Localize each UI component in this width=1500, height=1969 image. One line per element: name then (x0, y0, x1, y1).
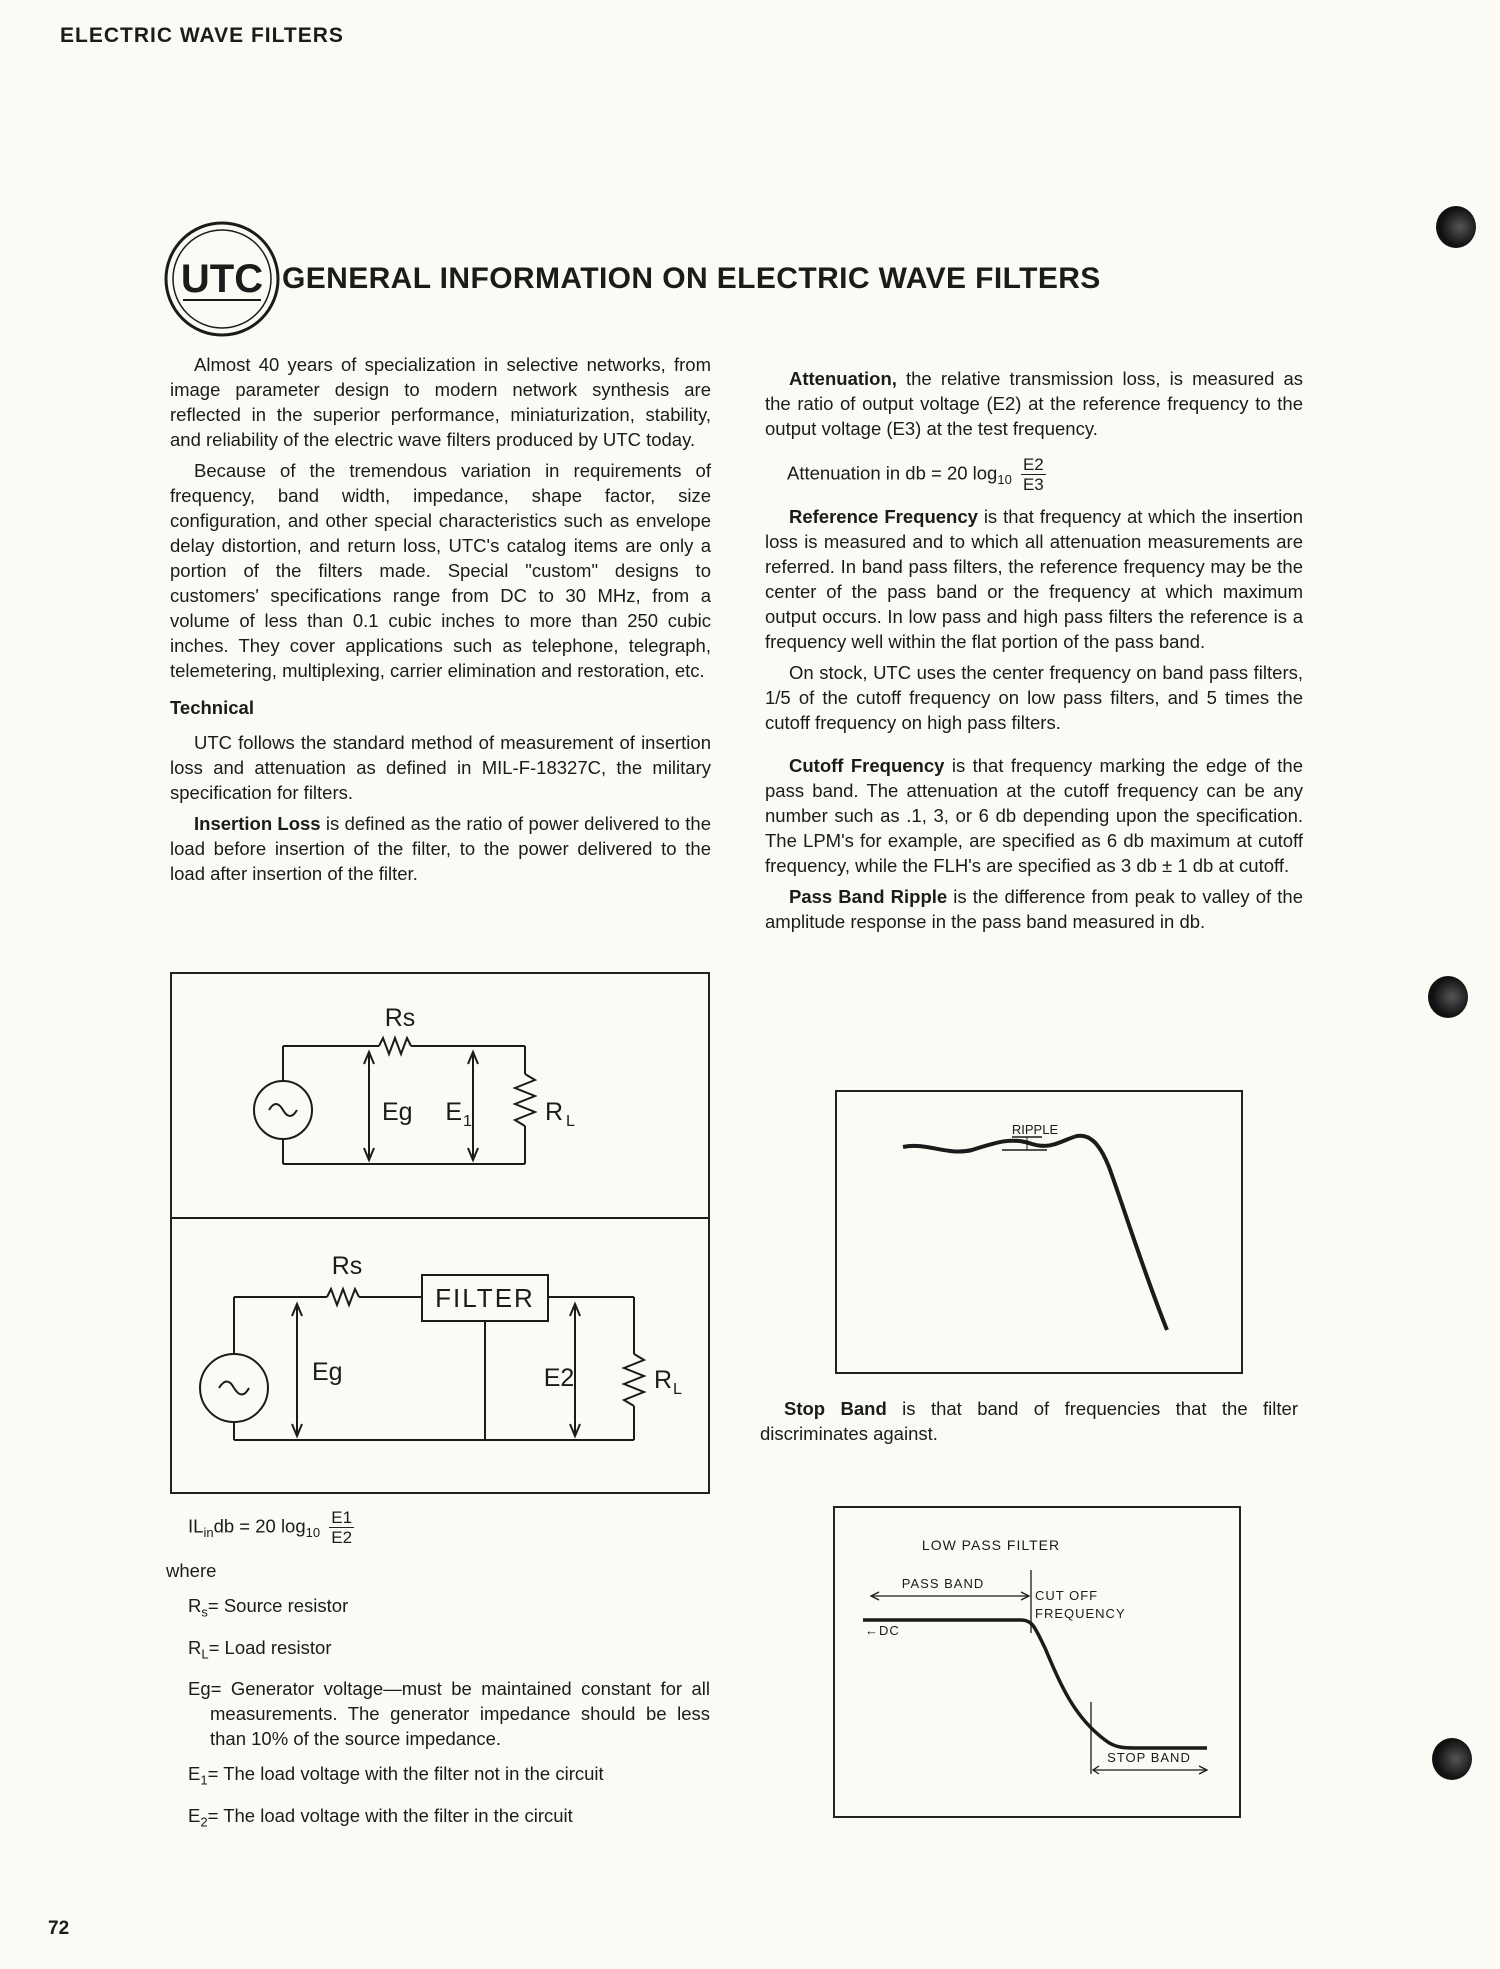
il-symbol: IL (188, 1515, 204, 1537)
rs-label-2: Rs (331, 1252, 363, 1280)
stop-band-paragraph (760, 1396, 1298, 1446)
rl-subscript: L (566, 1113, 575, 1130)
variation-paragraph: Because of the tremendous variation in requirements of frequency, band width, impedance, shape factor, size configuration, and other special characteristics such as envelope delay distortion, and return loss, UTC's catalog items are only a portion of the filters made. Special "custom" designs to customers' specifications range from DC to 30 MHz, from a volume of less than 0.1 cubic inches to more than 250 cubic inches. They cover applications such as telephone, telegraph, telemetering, multiplexing, carrier elimination and restoration, etc. (170, 460, 711, 681)
insertion-loss-formula (188, 1508, 354, 1547)
ratio-numerator: E1 (331, 1508, 353, 1527)
insertion-loss-paragraph (170, 811, 711, 886)
running-header: ELECTRIC WAVE FILTERS (60, 24, 344, 47)
rl-label: R (545, 1098, 564, 1126)
right-column-bottom (760, 1396, 1298, 1452)
cutoff-frequency-paragraph (765, 753, 1303, 878)
right-column-top (765, 366, 1303, 940)
stock-paragraph: On stock, UTC uses the center frequency on band pass filters, 1/5 of the cutoff frequency on low pass filters, and 5 times the cutoff frequency on high pass filters. (765, 662, 1303, 733)
rl-subscript-2: L (673, 1381, 682, 1398)
e1-label: E (445, 1098, 462, 1126)
e2-label: E2 (543, 1364, 575, 1392)
attenuation-formula (787, 455, 1303, 494)
att-log-base: 10 (997, 472, 1012, 488)
symbol-definitions (168, 1558, 708, 1845)
filter-label: FILTER (435, 1283, 535, 1313)
ripple-text: is the difference from peak to valley of the amplitude response in the pass band measured in db. (765, 886, 1303, 932)
att-numerator: E2 (1022, 455, 1044, 474)
pass-band-label: PASS BAND (901, 1576, 985, 1591)
att-formula-lhs: Attenuation in db = 20 log (787, 462, 998, 484)
circuit-diagrams (170, 972, 710, 1494)
def-e1: $E_1=$ The load voltage with the filter not in the circuit (188, 1763, 604, 1789)
attenuation-paragraph (765, 366, 1303, 441)
ripple-curve-drawing (837, 1092, 1241, 1372)
insertion-loss-term: Insertion Loss (194, 813, 321, 834)
log-base: 10 (305, 1525, 321, 1541)
e1-subscript: 1 (463, 1113, 472, 1130)
def-rs: $R_s=$ Source resistor (188, 1595, 349, 1620)
ripple-paragraph (765, 884, 1303, 934)
voltage-ratio (329, 1508, 354, 1547)
where-label: where (166, 1560, 217, 1581)
ripple-label: RIPPLE (1011, 1122, 1059, 1137)
rs-label: Rs (384, 1004, 416, 1032)
cutoff-label-2: FREQUENCY (1035, 1606, 1126, 1621)
cutoff-term: Cutoff Frequency (789, 755, 945, 776)
utc-logo (163, 220, 281, 338)
circuit-drawing (172, 974, 708, 1492)
binder-hole (1432, 1738, 1472, 1780)
att-ratio (1021, 455, 1046, 494)
binder-hole (1428, 976, 1468, 1018)
reference-term: Reference Frequency (789, 506, 978, 527)
low-pass-diagram (833, 1506, 1241, 1818)
ripple-diagram (835, 1090, 1243, 1374)
binder-hole (1436, 206, 1476, 248)
page-title: GENERAL INFORMATION ON ELECTRIC WAVE FILTERS (282, 262, 1101, 295)
low-pass-drawing (835, 1508, 1239, 1816)
ratio-denominator: E2 (331, 1528, 353, 1547)
low-pass-curve (863, 1620, 1207, 1748)
left-column (170, 352, 711, 892)
reference-frequency-paragraph (765, 504, 1303, 654)
def-eg: Eg= Generator voltage—must be maintained constant for all measurements. The generator impedance should be less than 10% of the source impedance. (188, 1678, 710, 1750)
reference-text: is that frequency at which the insertion loss is measured and to which all attenuation measurements are referred. In band pass filters, the reference frequency may be the center of the pass band or the frequency at which maximum output occurs. In low pass and high pass filters the reference is a frequency well within the flat portion of the pass band. (765, 506, 1303, 652)
def-e2: $E_2=$ The load voltage with the filter in the circuit (188, 1805, 573, 1830)
stop-band-label: STOP BAND (1107, 1750, 1191, 1765)
ripple-term: Pass Band Ripple (789, 886, 948, 907)
intro-paragraph: Almost 40 years of specialization in selective networks, from image parameter design to modern network synthesis are reflected in the superior performance, miniaturization, stability, and reliability of the electric wave filters produced by UTC today. (170, 354, 711, 450)
response-curve (903, 1136, 1167, 1330)
cutoff-label-1: CUT OFF (1035, 1588, 1099, 1603)
il-subscript: in (203, 1525, 214, 1541)
eg-label-2: Eg (312, 1358, 343, 1386)
low-pass-title: LOW PASS FILTER (921, 1537, 1061, 1553)
logo-text: UTC (180, 257, 264, 301)
dc-label: ←DC (865, 1623, 900, 1638)
technical-heading: Technical (170, 697, 254, 718)
eg-label: Eg (382, 1098, 413, 1126)
page-number: 72 (48, 1918, 70, 1939)
stop-band-text: is that band of frequencies that the filter discriminates against. (760, 1398, 1298, 1444)
def-rl: $R_L=$ Load resistor (188, 1636, 332, 1662)
stop-band-term: Stop Band (784, 1398, 887, 1419)
rl-label-2: R (654, 1366, 673, 1394)
attenuation-term: Attenuation, (789, 368, 897, 389)
attenuation-text: the relative transmission loss, is measured as the ratio of output voltage (E2) at the reference frequency to the output voltage (E3) at the test frequency. (765, 368, 1303, 439)
att-denominator: E3 (1022, 475, 1044, 494)
il-equals: db = 20 log (213, 1515, 306, 1537)
filter-circuit (200, 1275, 644, 1440)
standard-method-paragraph: UTC follows the standard method of measurement of insertion loss and attenuation as defined in MIL-F-18327C, the military specification for filters. (170, 732, 711, 803)
insertion-loss-text: is defined as the ratio of power delivered to the load before insertion of the filter, to the power delivered to the load after insertion of the filter. (170, 813, 711, 884)
cutoff-text: is that frequency marking the edge of the pass band. The attenuation at the cutoff frequency can be any number such as .1, 3, or 6 db depending upon the specification. The LPM's for example, are specified as 6 db maximum at cutoff frequency, while the FLH's are specified as 3 db ± 1 db at cutoff. (765, 755, 1304, 876)
